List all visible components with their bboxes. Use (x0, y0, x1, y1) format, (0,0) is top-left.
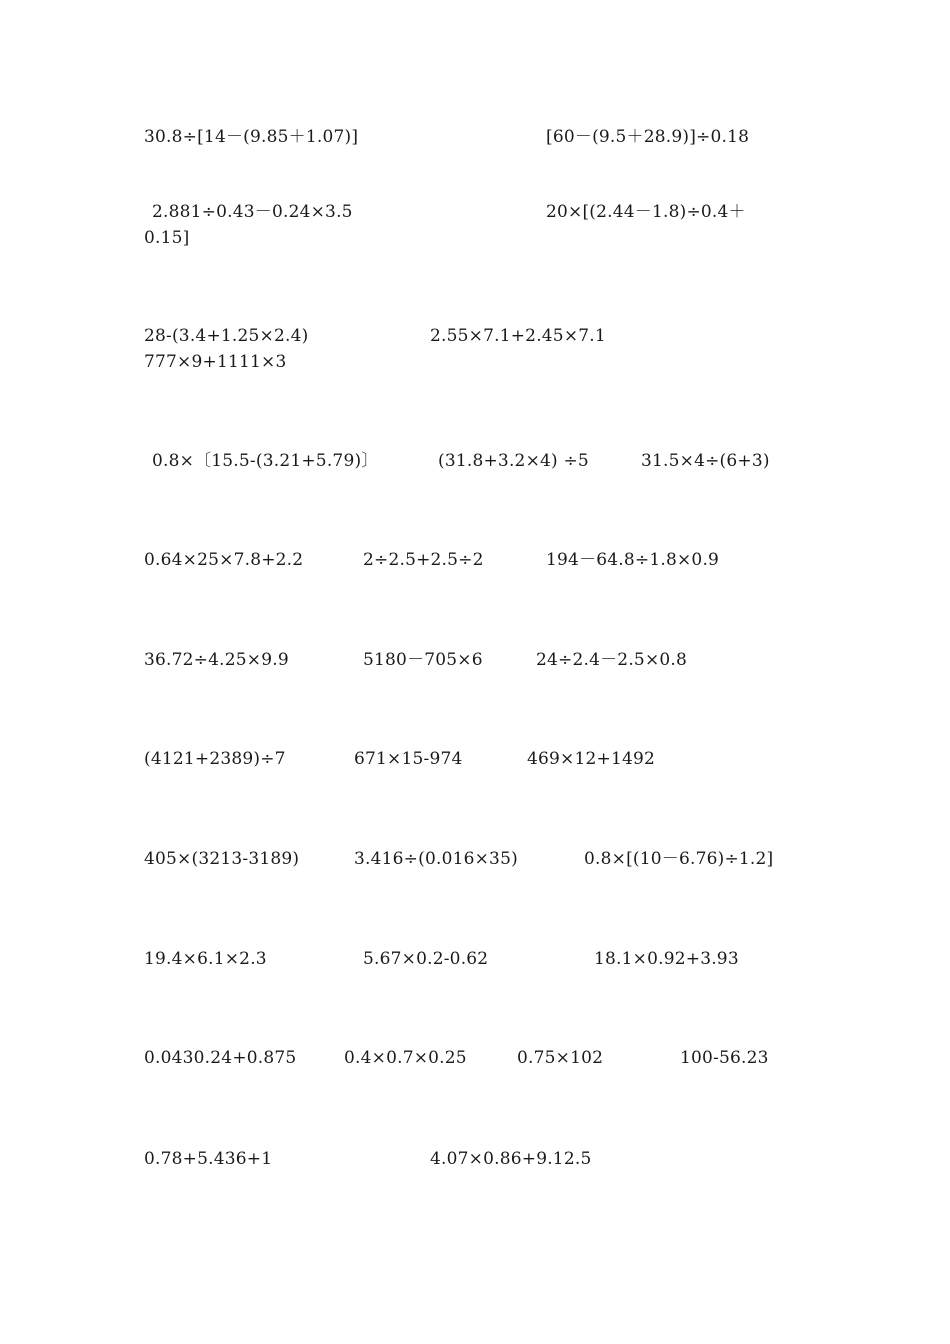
expression: 0.0430.24+0.875 (144, 1048, 297, 1068)
expression: 5180－705×6 (363, 650, 483, 670)
expression: 3.416÷(0.016×35) (354, 849, 518, 869)
expression: 100-56.23 (680, 1048, 769, 1068)
expression: 0.78+5.436+1 (144, 1149, 273, 1169)
expression: (4121+2389)÷7 (144, 749, 286, 769)
expression: 0.8×〔15.5-(3.21+5.79)〕 (152, 451, 379, 471)
expression: 0.75×102 (517, 1048, 604, 1068)
expression: 20×[(2.44－1.8)÷0.4＋ (546, 202, 746, 222)
expression: 405×(3213-3189) (144, 849, 300, 869)
expression: [60－(9.5＋28.9)]÷0.18 (546, 127, 750, 147)
expression: 2.55×7.1+2.45×7.1 (430, 326, 606, 346)
expression: 19.4×6.1×2.3 (144, 949, 267, 969)
expression: 28-(3.4+1.25×2.4) (144, 326, 309, 346)
expression-continuation: 0.15] (144, 228, 190, 248)
expression: 2.881÷0.43－0.24×3.5 (152, 202, 353, 222)
expression: 194－64.8÷1.8×0.9 (546, 550, 720, 570)
expression: 777×9+1111×3 (144, 352, 287, 372)
expression: 4.07×0.86+9.12.5 (430, 1149, 592, 1169)
expression: 469×12+1492 (527, 749, 656, 769)
expression: 2÷2.5+2.5÷2 (363, 550, 484, 570)
expression: 5.67×0.2-0.62 (363, 949, 489, 969)
expression: (31.8+3.2×4) ÷5 (438, 451, 589, 471)
expression: 36.72÷4.25×9.9 (144, 650, 289, 670)
expression: 18.1×0.92+3.93 (594, 949, 739, 969)
expression: 671×15-974 (354, 749, 463, 769)
expression: 0.64×25×7.8+2.2 (144, 550, 304, 570)
expression: 0.8×[(10－6.76)÷1.2] (584, 849, 774, 869)
expression: 0.4×0.7×0.25 (344, 1048, 467, 1068)
expression: 24÷2.4－2.5×0.8 (536, 650, 688, 670)
expression: 30.8÷[14－(9.85＋1.07)] (144, 127, 359, 147)
expression: 31.5×4÷(6+3) (641, 451, 770, 471)
